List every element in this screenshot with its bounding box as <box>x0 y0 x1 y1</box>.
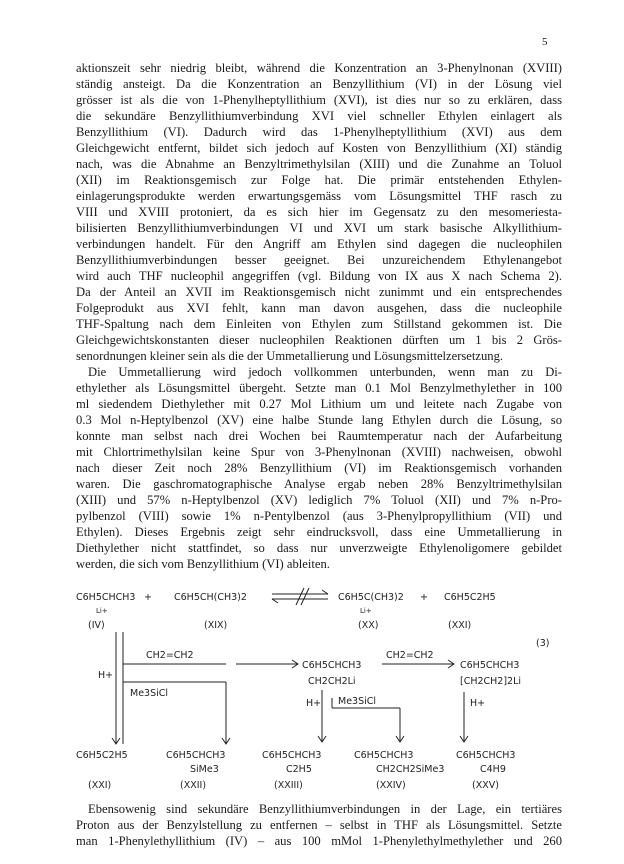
compound-label: (XXI) <box>88 780 112 791</box>
product-xxii-bottom: SiMe3 <box>190 764 219 775</box>
body-text-bottom <box>76 801 562 849</box>
plus-sign: + <box>144 592 152 603</box>
compound-label: (XXIV) <box>376 780 406 791</box>
text-line: mit Chlortrimethylsilan keine Spur von 3-Phenylnonan (XVIII) nachweisen, obwohl <box>76 445 562 459</box>
text-line: nach dieser Zeit noch 28% Benzyllithium (VI) im Reaktionsgemisch vorhanden <box>76 461 562 475</box>
reagent-ethylene: CH2=CH2 <box>386 650 434 661</box>
text-line: ethylether als Lösungsmittel übergeht. Setzte man 0.1 Mol Benzylmethylether in 100 <box>76 381 562 395</box>
text-line: (XII) im Reaktionsgemisch zur Folge hat. Die primär entstehenden Ethylen- <box>76 173 562 187</box>
no-equilibrium-arrow <box>272 588 328 605</box>
formula-xxi: C6H5C2H5 <box>444 592 496 603</box>
product-xxv-top: C6H5CHCH3 <box>456 750 516 761</box>
text-line: Ebensowenig sind sekundäre Benzyllithiumverbindungen in der Lage, ein tertiäres <box>88 802 562 816</box>
reagent-ethylene: CH2=CH2 <box>146 650 194 661</box>
text-line: ständig ansteigt. Da die Konzentration an Benzyllithium (VI) in der Lösung viel <box>76 77 562 91</box>
text-line: die sekundäre Benzyllithiumverbindung XVI viel schneller Ethylen einlagert als <box>76 109 562 123</box>
text-line: THF-Spaltung nach dem Einleiten von Ethylen zum Stillstand gekommen ist. Die <box>76 317 562 331</box>
formula-xx: C6H5C(CH3)2 <box>338 592 404 603</box>
reagent-h-plus: H+ <box>306 698 322 709</box>
text-line: bilisierten Benzyllithiumverbindungen VI und XVI um stark basische Alkyllithium- <box>76 221 562 235</box>
text-line: aktionszeit sehr niedrig bleibt, während die Konzentration an 3-Phenylnonan (XVIII) <box>76 61 562 75</box>
body-text <box>76 60 562 572</box>
text-line: waren. Die gaschromatographische Analyse ergab neben 28% Benzyltrimethylsilan <box>76 477 562 491</box>
text-line: werden, die sich vom Benzyllithium (VI) ableiten. <box>76 557 330 571</box>
reaction-scheme <box>76 586 562 794</box>
li-cation: Li+ <box>360 607 372 615</box>
compound-label: (XXIII) <box>274 780 303 791</box>
text-line: Diethylether nicht stattfindet, so dass nur unverzweigte Ethylenoligomere gebildet <box>76 541 562 555</box>
compound-label: (XIX) <box>204 620 228 631</box>
compound-label: (XXV) <box>472 780 499 791</box>
intermediate-bottom: CH2CH2Li <box>308 676 356 687</box>
reagent-me3sicl: Me3SiCl <box>130 688 169 699</box>
text-line: grösser ist als die von 1-Phenylheptyllithium (XVI), ist dies nur so zu erklären, dass <box>76 93 562 107</box>
product-xxiv-top: C6H5CHCH3 <box>354 750 414 761</box>
text-line: Gleichgewichtskonstanten dieser nucleophilen Reaktionen dürften um 1 bis 2 Grös- <box>76 333 562 347</box>
reagent-h-plus: H+ <box>98 670 114 681</box>
product-xxv-bottom: C4H9 <box>480 764 506 775</box>
product-xxi: C6H5C2H5 <box>76 750 128 761</box>
text-line: VIII und XVIII protoniert, da es sich hier im Gegensatz zu den mesomeriesta- <box>76 205 562 219</box>
text-line: senordnungen kleiner sein als die der Ummetallierung und Lösungsmittelzersetzung. <box>76 349 504 363</box>
product-xxiv-bottom: CH2CH2SiMe3 <box>376 764 445 775</box>
formula-xix: C6H5CH(CH3)2 <box>174 592 247 603</box>
text-line: verbindungen handelt. Für den Angriff am Ethylen sind dagegen die nucleophilen <box>76 237 562 251</box>
text-line: Da der Anteil an XVII im Reaktionsgemisch nicht zunimmt und ein entsprechendes <box>76 285 562 299</box>
compound-label: (XXII) <box>180 780 207 791</box>
text-line: Benzyllithiumverbindungen besser geeignet. Bei unzureichendem Ethylenangebot <box>76 253 562 267</box>
text-line: einlagerungsprodukte werden erwartungsgemäss vom Lösungsmittel THF rasch zu <box>76 189 562 203</box>
scheme-number: (3) <box>536 638 550 649</box>
text-line: wird auch THF nucleophil angegriffen (vgl. Bildung von IX aus X nach Schema 2). <box>76 269 562 283</box>
reagent-me3sicl: Me3SiCl <box>338 696 377 707</box>
compound-label: (XXI) <box>448 620 472 631</box>
text-line: nach, was die Abnahme an Benzyltrimethylsilan (XIII) und die Zunahme an Toluol <box>76 157 562 171</box>
text-line: Proton aus der Benzylstellung zu entfernen – selbst in THF als Lösungsmittel. Setzte <box>76 818 562 832</box>
product-xxiii-top: C6H5CHCH3 <box>262 750 322 761</box>
text-line: konnte man selbst nach drei Wochen bei Raumtemperatur nach der Aufarbeitung <box>76 429 562 443</box>
text-line: Benzyllithium (VI). Dadurch wird das 1-Phenylheptyllithium (XVI) aus dem <box>76 125 562 139</box>
text-line: Folgeprodukt aus XVI fehlt, kann man davon ausgehen, dass die nucleophile <box>76 301 562 315</box>
compound-label: (XX) <box>358 620 379 631</box>
text-line: pylbenzol (VIII) sowie 1% n-Pentylbenzol (aus 3-Phenylpropyllithium (VII) und <box>76 509 562 523</box>
text-line: man 1-Phenylethyllithium (IV) – aus 100 mMol 1-Phenylethylmethylether und 260 <box>76 834 562 848</box>
text-line: Ethylen). Dieses Ergebnis zeigt sehr eindrucksvoll, dass eine Ummetallierung in <box>76 525 562 539</box>
reagent-h-plus: H+ <box>470 698 486 709</box>
product-xxii-top: C6H5CHCH3 <box>166 750 226 761</box>
intermediate-top: C6H5CHCH3 <box>302 660 362 671</box>
intermediate-bottom: [CH2CH2]2Li <box>460 676 522 687</box>
text-line: ml siedendem Diethylether mit 0.27 Mol Lithium um und leitete nach Zugabe von <box>76 397 562 411</box>
page-number: 5 <box>542 36 548 48</box>
product-xxiii-bottom: C2H5 <box>286 764 312 775</box>
compound-label: (IV) <box>88 620 105 631</box>
formula-iv: C6H5CHCH3 <box>76 592 136 603</box>
text-line: Gleichgewicht entfernt, bildet sich jedoch auf Kosten von Benzyllithium (XI) ständig <box>76 141 562 155</box>
text-line: Die Ummetallierung wird jedoch vollkommen unterbunden, wenn man zu Di- <box>88 365 562 379</box>
intermediate-top: C6H5CHCH3 <box>460 660 520 671</box>
li-cation: Li+ <box>96 607 108 615</box>
plus-sign: + <box>420 592 428 603</box>
text-line: (XIII) und 57% n-Heptylbenzol (XV) lediglich 7% Toluol (XII) und 7% n-Pro- <box>76 493 562 507</box>
text-line: 0.3 Mol n-Heptylbenzol (XV) eine halbe Stunde lang Ethylen durch die Lösung, so <box>76 413 562 427</box>
